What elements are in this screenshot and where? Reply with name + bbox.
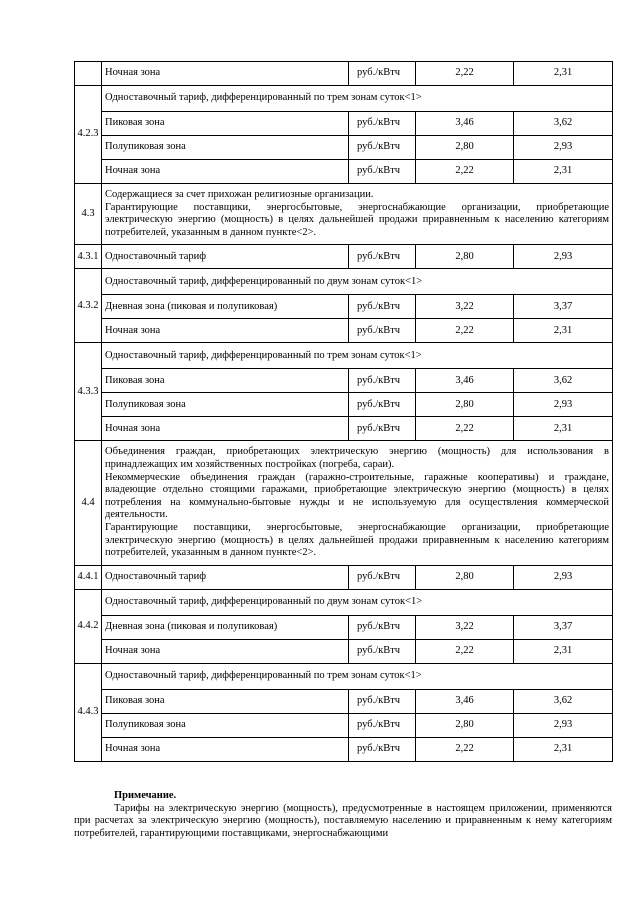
tariff-value-1: 2,80 bbox=[416, 245, 514, 269]
section-paragraph: Гарантирующие поставщики, энергосбытовые, энергоснабжающие организации, приобретающие электрическую энергию (мощность) в целях дальнейшей продажи приравненным к населению категориям потребителей, указанным в данном пункте<2>. bbox=[105, 521, 609, 559]
tariff-value-2: 3,62 bbox=[514, 112, 613, 136]
tariff-value-2: 2,31 bbox=[514, 737, 613, 761]
group-header: Одноставочный тариф, дифференцированный по трем зонам суток<1> bbox=[102, 663, 613, 689]
note-title: Примечание. bbox=[114, 790, 177, 801]
tariff-value-1: 2,22 bbox=[416, 737, 514, 761]
tariff-value-2: 2,93 bbox=[514, 565, 613, 589]
tariff-value-2: 2,31 bbox=[514, 639, 613, 663]
tariff-value-1: 2,22 bbox=[416, 62, 514, 86]
tariff-label: Пиковая зона bbox=[102, 112, 349, 136]
unit-cell: руб./кВтч bbox=[349, 136, 416, 160]
tariff-label: Одноставочный тариф bbox=[102, 565, 349, 589]
tariff-row bbox=[75, 369, 613, 393]
tariff-row bbox=[75, 245, 613, 269]
tariff-row bbox=[75, 319, 613, 343]
note-block bbox=[74, 790, 612, 840]
tariff-value-2: 3,62 bbox=[514, 369, 613, 393]
section-paragraph: Гарантирующие поставщики, энергосбытовые, энергоснабжающие организации, приобретающие электрическую энергию (мощность) в целях дальнейшей продажи приравненным к населению категориям потребителей, указанным в данном пункте<2>. bbox=[105, 201, 609, 238]
tariff-label: Пиковая зона bbox=[102, 689, 349, 713]
tariff-label: Ночная зона bbox=[102, 62, 349, 86]
tariff-label: Полупиковая зона bbox=[102, 393, 349, 417]
item-code: 4.4.2 bbox=[75, 589, 102, 663]
tariff-label: Ночная зона bbox=[102, 160, 349, 184]
tariff-value-1: 2,22 bbox=[416, 417, 514, 441]
tariff-value-2: 2,31 bbox=[514, 160, 613, 184]
tariff-table bbox=[74, 61, 613, 762]
item-code bbox=[75, 62, 102, 86]
tariff-row bbox=[75, 689, 613, 713]
tariff-group-header-row bbox=[75, 663, 613, 689]
tariff-label: Дневная зона (пиковая и полупиковая) bbox=[102, 615, 349, 639]
unit-cell: руб./кВтч bbox=[349, 689, 416, 713]
section-paragraph: Содержащиеся за счет прихожан религиозные организации. bbox=[105, 189, 374, 200]
tariff-value-1: 2,80 bbox=[416, 713, 514, 737]
tariff-value-2: 2,31 bbox=[514, 319, 613, 343]
unit-cell: руб./кВтч bbox=[349, 369, 416, 393]
item-code: 4.3.3 bbox=[75, 343, 102, 441]
section-row bbox=[75, 441, 613, 565]
tariff-group-header-row bbox=[75, 343, 613, 369]
tariff-label: Полупиковая зона bbox=[102, 713, 349, 737]
section-paragraph: Объединения граждан, приобретающих электрическую энергию (мощность) для использования в принадлежащих им хозяйственных постройках (погреба, сараи). bbox=[105, 446, 609, 470]
tariff-value-2: 2,93 bbox=[514, 245, 613, 269]
tariff-row bbox=[75, 417, 613, 441]
tariff-value-1: 3,22 bbox=[416, 295, 514, 319]
tariff-row bbox=[75, 393, 613, 417]
item-code: 4.4.1 bbox=[75, 565, 102, 589]
tariff-value-1: 3,46 bbox=[416, 689, 514, 713]
tariff-group-header-row bbox=[75, 589, 613, 615]
group-header: Одноставочный тариф, дифференцированный по трем зонам суток<1> bbox=[102, 86, 613, 112]
tariff-group-header-row bbox=[75, 86, 613, 112]
tariff-value-2: 2,31 bbox=[514, 62, 613, 86]
group-header: Одноставочный тариф, дифференцированный по трем зонам суток<1> bbox=[102, 343, 613, 369]
tariff-value-1: 2,80 bbox=[416, 136, 514, 160]
tariff-value-1: 3,46 bbox=[416, 112, 514, 136]
unit-cell: руб./кВтч bbox=[349, 295, 416, 319]
tariff-row bbox=[75, 295, 613, 319]
item-code: 4.4.3 bbox=[75, 663, 102, 761]
tariff-label: Ночная зона bbox=[102, 639, 349, 663]
unit-cell: руб./кВтч bbox=[349, 737, 416, 761]
tariff-value-1: 2,22 bbox=[416, 639, 514, 663]
unit-cell: руб./кВтч bbox=[349, 615, 416, 639]
tariff-row bbox=[75, 136, 613, 160]
section-paragraph: Некоммерческие объединения граждан (гаражно-строительные, гаражные кооперативы) и граждане, владеющие отдельно стоящими гаражами, приобретающие электрическую энергию (мощность) в целях потребления на коммунально-бытовые нужды и не используемую для осуществления коммерческой деятельности. bbox=[105, 471, 609, 521]
section-description bbox=[102, 184, 613, 245]
note-text: Тарифы на электрическую энергию (мощность), предусмотренные в настоящем приложении, применяются при расчетах за электрическую энергию (мощность), поставляемую населению и приравненным к нему категориям потребителей, гарантирующими поставщиками, энергоснабжающими bbox=[74, 802, 612, 839]
tariff-value-2: 3,37 bbox=[514, 615, 613, 639]
tariff-label: Дневная зона (пиковая и полупиковая) bbox=[102, 295, 349, 319]
unit-cell: руб./кВтч bbox=[349, 393, 416, 417]
tariff-value-2: 3,37 bbox=[514, 295, 613, 319]
item-code: 4.4 bbox=[75, 441, 102, 565]
unit-cell: руб./кВтч bbox=[349, 245, 416, 269]
tariff-label: Ночная зона bbox=[102, 417, 349, 441]
tariff-row bbox=[75, 639, 613, 663]
unit-cell: руб./кВтч bbox=[349, 319, 416, 343]
tariff-row bbox=[75, 615, 613, 639]
tariff-row bbox=[75, 112, 613, 136]
item-code: 4.3.1 bbox=[75, 245, 102, 269]
item-code: 4.3 bbox=[75, 184, 102, 245]
section-description bbox=[102, 441, 613, 565]
tariff-label: Ночная зона bbox=[102, 737, 349, 761]
unit-cell: руб./кВтч bbox=[349, 62, 416, 86]
unit-cell: руб./кВтч bbox=[349, 160, 416, 184]
tariff-value-2: 2,93 bbox=[514, 713, 613, 737]
unit-cell: руб./кВтч bbox=[349, 713, 416, 737]
tariff-row bbox=[75, 737, 613, 761]
group-header: Одноставочный тариф, дифференцированный по двум зонам суток<1> bbox=[102, 269, 613, 295]
tariff-value-1: 3,22 bbox=[416, 615, 514, 639]
section-row bbox=[75, 184, 613, 245]
tariff-value-2: 2,31 bbox=[514, 417, 613, 441]
tariff-value-1: 2,22 bbox=[416, 319, 514, 343]
unit-cell: руб./кВтч bbox=[349, 639, 416, 663]
tariff-value-1: 3,46 bbox=[416, 369, 514, 393]
tariff-table-body bbox=[75, 62, 613, 762]
tariff-value-1: 2,22 bbox=[416, 160, 514, 184]
unit-cell: руб./кВтч bbox=[349, 112, 416, 136]
tariff-label: Ночная зона bbox=[102, 319, 349, 343]
tariff-label: Пиковая зона bbox=[102, 369, 349, 393]
tariff-row bbox=[75, 160, 613, 184]
unit-cell: руб./кВтч bbox=[349, 417, 416, 441]
tariff-row bbox=[75, 713, 613, 737]
tariff-group-header-row bbox=[75, 269, 613, 295]
item-code: 4.2.3 bbox=[75, 86, 102, 184]
tariff-value-2: 2,93 bbox=[514, 393, 613, 417]
item-code: 4.3.2 bbox=[75, 269, 102, 343]
tariff-row bbox=[75, 62, 613, 86]
tariff-label: Полупиковая зона bbox=[102, 136, 349, 160]
tariff-value-1: 2,80 bbox=[416, 565, 514, 589]
tariff-value-2: 3,62 bbox=[514, 689, 613, 713]
unit-cell: руб./кВтч bbox=[349, 565, 416, 589]
tariff-value-2: 2,93 bbox=[514, 136, 613, 160]
tariff-row bbox=[75, 565, 613, 589]
group-header: Одноставочный тариф, дифференцированный по двум зонам суток<1> bbox=[102, 589, 613, 615]
tariff-label: Одноставочный тариф bbox=[102, 245, 349, 269]
tariff-value-1: 2,80 bbox=[416, 393, 514, 417]
